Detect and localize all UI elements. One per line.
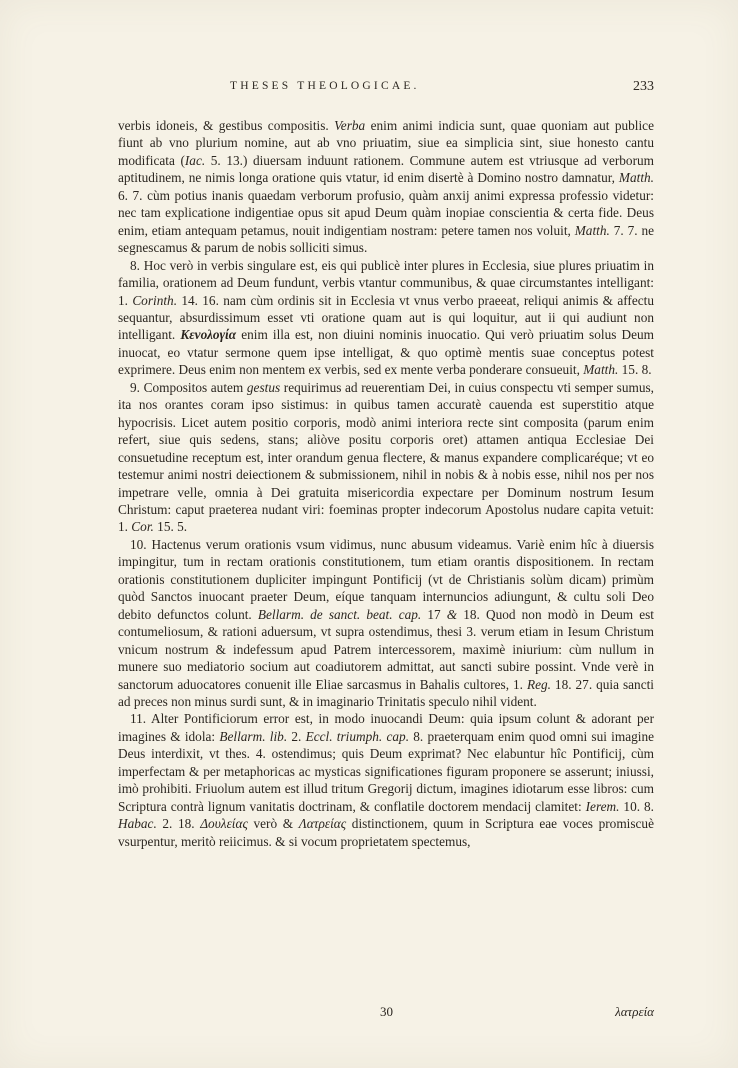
signature-mark: 30 xyxy=(380,1004,393,1019)
page-footer xyxy=(118,1004,654,1022)
catchword: λατρεία xyxy=(615,1004,654,1019)
paragraph-thesis-10: 10. Hactenus verum orationis vsum vidimus, nunc abusum videamus. Variè enim hîc à diuersis impingitur, tum in rectam orationis constitutionem, tum etiam orantis dispositionem. In rectam orationis constitutionem dupliciter impingunt Pontificij (vt de Christianis solùm dicam) primùm quòd Sanctos inuocant praeter Deum, eíque tanquam internuncios adiungunt, & cultu soli Deo debito defunctos colunt. Bellarm. de sanct. beat. cap. 17 & 18. Quod non modò in Deum est contumeliosum, & rationi aduersum, vt supra ostendimus, thesi 3. verum etiam in Iesum Christum vnicum nostrum & indefessum apud Patrem intercessorem, maximè iniurium: cùm nullum in munere suo mediatorio socium aut coadiutorem admittat, aut sancti subire possint. Vnde verè in sanctorum aduocatores conuenit ille Eliae sarcasmus in Bahalis cultores, 1. Reg. 18. 27. quia sancti ad preces non minus surdi sunt, & in imaginario Trinitatis speculo nihil vident. xyxy=(118,536,654,709)
paragraph-thesis-11: 11. Alter Pontificiorum error est, in modo inuocandi Deum: quia ipsum colunt & adorant per imagines & idola: Bellarm. lib. 2. Eccl. triumph. cap. 8. praeterquam enim quod omni sui imagine Deus interdixit, vt thes. 4. ostendimus; quis Deum exprimat? Nec elabuntur hîc Pontificij, cùm imperfectam & per metaphoricas ac mysticas significationes figuram proponere se asserunt; iniussi, imò prohibiti. Friuolum autem est illud tritum Gregorij dictum, imagines idiotarum esse libros: cum Scriptura contrà lignum vanitatis doctrinam, & conflatile doctorem mendacij clamitet: Ierem. 10. 8. Habac. 2. 18. Δουλείας verò & Λατρείας distinctionem, quum in Scriptura eae voces promiscuè vsurpentur, meritò reiicimus. & si vocum proprietatem spectemus, xyxy=(118,711,654,849)
running-head xyxy=(118,80,654,100)
running-title: THESES THEOLOGICAE. xyxy=(230,80,420,92)
body-text xyxy=(118,117,654,850)
paragraph-thesis-9: 9. Compositos autem gestus requirimus ad reuerentiam Dei, in cuius conspectu vti semper sumus, ita nos orantes coram ipso sistimus: in quibus tamen accuratè cauenda est superstitio atque hypocrisis. Licet autem positio corporis, modò animi interiora recte sint composita (parum enim refert, siue quis sedens, stans; aliòve positu corporis oret) attamen antiqua Ecclesiae Dei consuetudine receptum est, inter orandum genua flectere, & manus expandere complicaréque; vt eo testemur animi nostri deiectionem & submissionem, nihil in nobis & à nobis esse, nihil nos per nos impetrare velle, omnia à Dei gratuita misericordia expectare per Dominum nostrum Iesum Christum: caput praeterea nudant viri: foeminas propter indecorum Apostolus nudare capita vetuit: 1. Cor. 15. 5. xyxy=(118,379,654,535)
page-number: 233 xyxy=(633,79,654,94)
paragraph-thesis-8: 8. Hoc verò in verbis singulare est, eis qui publicè inter plures in Ecclesia, siue plures priuatim in familia, orationem ad Deum fundunt, verbis vtantur communibus, & quae circumstantes intelligant: 1. Corinth. 14. 16. nam cùm ordinis sit in Ecclesia vt vnus verbo praeeat, reliqui animis & affectu sequantur, absurdissimum esset vti oratione quam aut is qui loquitur, aut ii qui audiunt non intelligant. Κενολογία enim illa est, non diuini nominis inuocatio. Qui verò priuatim solus Deum inuocat, eo vtatur sermone quem ipse intelligat, & quo optimè mentis suae conceptus potest exprimere. Deus enim non mentem ex verbis, sed ex mente verba ponderare consueuit, Matth. 15. 8. xyxy=(118,257,655,378)
paragraph-continuation: verbis idoneis, & gestibus compositis. Verba enim animi indicia sunt, quae quoniam aut publice fiunt ab vno plurium nomine, aut ab vno priuatim, siue ea simplicia sint, siue honesto cantu modificata (Iac. 5. 13.) diuersam induunt rationem. Commune autem est vtriusque ad verborum aptitudinem, ne nimis longa oratione quis vtatur, id enim disertè à Domino nostro damnatur, Matth. 6. 7. cùm potius inanis quaedam verborum profusio, quàm anxij animi expressa professio videtur: nec tam explicatione indigentiae opus sit apud Deum quàm inopiae conscientia & certa fide. Deus enim, etiam antequam petamus, nouit indigentiam nostram: petere tamen nos voluit, Matth. 7. 7. ne segnescamus & parum de nobis solliciti simus. xyxy=(118,118,655,256)
